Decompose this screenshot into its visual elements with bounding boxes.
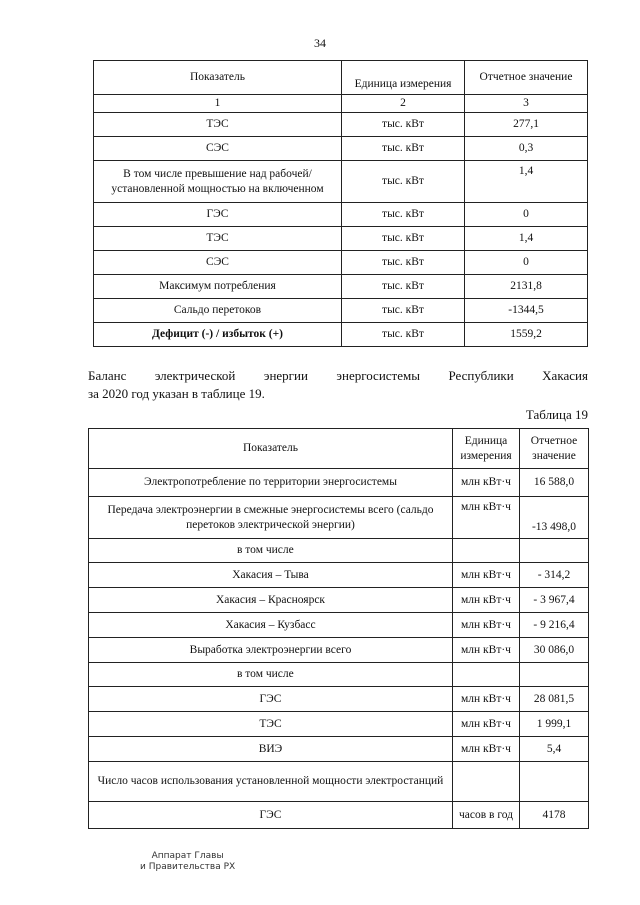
row-value: 28 081,5 (520, 687, 589, 712)
row-value: 0 (465, 203, 588, 227)
table-caption: Таблица 19 (525, 407, 588, 422)
row-unit (453, 663, 520, 687)
row-value: 2131,8 (465, 275, 588, 299)
row-label: ТЭС (89, 712, 453, 737)
row-unit: млн кВт·ч (453, 613, 520, 638)
header-indicator: Показатель (94, 61, 342, 95)
row-value: 1,4 (465, 227, 588, 251)
table-row (94, 227, 588, 251)
row-unit: млн кВт·ч (453, 712, 520, 737)
row-label: СЭС (94, 137, 342, 161)
column-number: 1 (94, 95, 342, 113)
row-value: 4178 (520, 802, 589, 829)
row-label: Хакасия – Красноярск (89, 588, 453, 613)
row-unit: тыс. кВт (342, 161, 465, 203)
row-label: ТЭС (94, 113, 342, 137)
row-value (520, 539, 589, 563)
row-unit: млн кВт·ч (453, 687, 520, 712)
row-label: Передача электроэнергии в смежные энергосистемы всего (сальдо перетоков электрической энергии) (89, 497, 453, 539)
row-value: - 9 216,4 (520, 613, 589, 638)
table-header-row (94, 61, 588, 95)
row-label: Сальдо перетоков (94, 299, 342, 323)
row-value: 1,4 (465, 161, 588, 203)
table-row (89, 712, 589, 737)
row-unit: млн кВт·ч (453, 497, 520, 539)
row-label: ГЭС (94, 203, 342, 227)
row-unit: млн кВт·ч (453, 563, 520, 588)
row-label: Число часов использования установленной мощности электростанций (89, 762, 453, 802)
row-value: 277,1 (465, 113, 588, 137)
row-unit: тыс. кВт (342, 323, 465, 347)
row-unit: тыс. кВт (342, 299, 465, 323)
row-value: 0 (465, 251, 588, 275)
table-row (89, 802, 589, 829)
row-unit: тыс. кВт (342, 137, 465, 161)
row-unit: тыс. кВт (342, 275, 465, 299)
row-value: 30 086,0 (520, 638, 589, 663)
row-label: СЭС (94, 251, 342, 275)
table-row (94, 299, 588, 323)
balance-paragraph-line2: за 2020 год указан в таблице 19. (88, 386, 265, 401)
row-label: в том числе (89, 663, 453, 687)
row-unit: тыс. кВт (342, 251, 465, 275)
row-unit: млн кВт·ч (453, 469, 520, 497)
numbering-row (94, 95, 588, 113)
row-value: 1 999,1 (520, 712, 589, 737)
row-value: - 3 967,4 (520, 588, 589, 613)
table-row (89, 737, 589, 762)
row-unit: тыс. кВт (342, 227, 465, 251)
paragraph-word: Баланс (88, 368, 127, 383)
table-row (94, 137, 588, 161)
balance-paragraph-line1 (88, 367, 588, 385)
table-row (89, 613, 589, 638)
header-indicator: Показатель (89, 429, 453, 469)
row-label: Максимум потребления (94, 275, 342, 299)
row-value (520, 663, 589, 687)
energy-balance-table (88, 428, 589, 829)
stamp-line: и Правительства РХ (140, 862, 236, 872)
row-unit: тыс. кВт (342, 203, 465, 227)
row-label: ВИЭ (89, 737, 453, 762)
row-label: Хакасия – Тыва (89, 563, 453, 588)
table-row (94, 323, 588, 347)
row-value (520, 762, 589, 802)
row-unit: млн кВт·ч (453, 588, 520, 613)
table-row (89, 588, 589, 613)
table-row (89, 563, 589, 588)
row-label: В том числе превышение над рабочей/ установленной мощностью на включенном (94, 161, 342, 203)
row-value: 16 588,0 (520, 469, 589, 497)
capacity-table (93, 60, 588, 347)
table-row (94, 113, 588, 137)
column-number: 2 (342, 95, 465, 113)
row-label: Электропотребление по территории энергосистемы (89, 469, 453, 497)
row-label: ТЭС (94, 227, 342, 251)
paragraph-word: энергосистемы (336, 368, 420, 383)
row-label: ГЭС (89, 802, 453, 829)
header-unit: Единица измерения (453, 429, 520, 469)
row-unit: млн кВт·ч (453, 638, 520, 663)
paragraph-word: Республики (448, 368, 514, 383)
row-unit: млн кВт·ч (453, 737, 520, 762)
table-row (94, 275, 588, 299)
header-value: Отчетное значение (465, 61, 588, 95)
row-value: - 314,2 (520, 563, 589, 588)
table-row (94, 161, 588, 203)
office-stamp (140, 851, 235, 873)
page-number: 34 (314, 36, 326, 50)
row-value: -13 498,0 (520, 497, 589, 539)
stamp-line: Аппарат Главы (151, 851, 224, 861)
paragraph-word: Хакасия (542, 368, 588, 383)
row-value: 0,3 (465, 137, 588, 161)
column-number: 3 (465, 95, 588, 113)
table-header-row (89, 429, 589, 469)
header-value: Отчетное значение (520, 429, 589, 469)
row-value: 5,4 (520, 737, 589, 762)
table-row (89, 539, 589, 563)
table-row (89, 762, 589, 802)
table-row (94, 203, 588, 227)
table-row (89, 497, 589, 539)
row-label: Дефицит (-) / избыток (+) (94, 323, 342, 347)
table-row (89, 469, 589, 497)
table-row (94, 251, 588, 275)
paragraph-word: энергии (263, 368, 308, 383)
table-row (89, 638, 589, 663)
row-label: Хакасия – Кузбасс (89, 613, 453, 638)
header-unit: Единица измерения (342, 61, 465, 95)
row-unit (453, 539, 520, 563)
row-value: -1344,5 (465, 299, 588, 323)
row-unit: часов в год (453, 802, 520, 829)
table-row (89, 663, 589, 687)
row-label: в том числе (89, 539, 453, 563)
row-label: ГЭС (89, 687, 453, 712)
table-row (89, 687, 589, 712)
row-value: 1559,2 (465, 323, 588, 347)
row-label: Выработка электроэнергии всего (89, 638, 453, 663)
row-unit: тыс. кВт (342, 113, 465, 137)
row-unit (453, 762, 520, 802)
paragraph-word: электрической (154, 368, 236, 383)
